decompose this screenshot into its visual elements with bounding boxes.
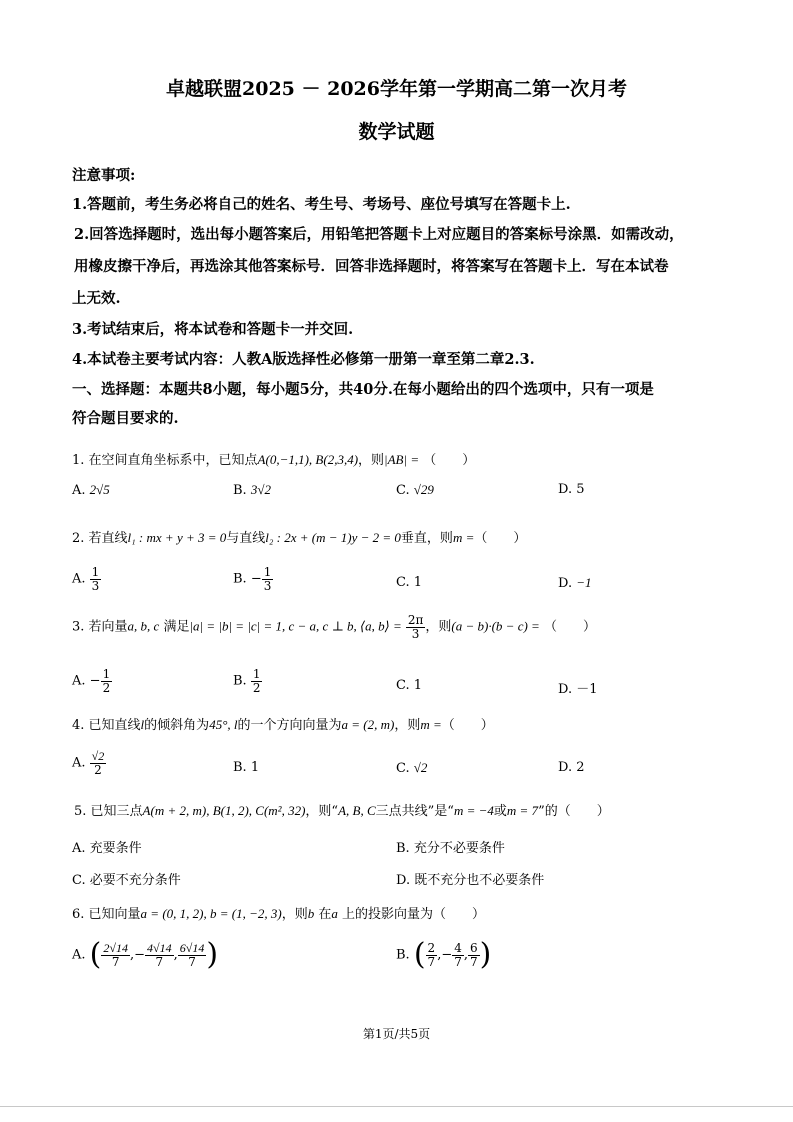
q2-option-d: D. −1 bbox=[558, 575, 592, 591]
exam-title: 卓越联盟2025 － 2026学年第一学期高二第一次月考 bbox=[166, 78, 627, 100]
q2-option-c: C. 1 bbox=[396, 575, 423, 590]
q1-option-a: A. 2√5 bbox=[72, 482, 110, 498]
notice-heading: 注意事项: bbox=[72, 167, 136, 184]
q2-line-2: l₂ : 2x + (m − 1)y − 2 = 0 bbox=[265, 530, 401, 545]
question-1 bbox=[72, 449, 475, 468]
q4-direction-vector: a = (2, m) bbox=[341, 717, 395, 732]
q3-option-b: B. $\frac{1}{2}$ bbox=[233, 667, 261, 695]
q1-option-b: B. 3√2 bbox=[233, 482, 271, 498]
section-1-line-2: 符合题目要求的. bbox=[72, 410, 179, 427]
q1-mid: ，则 bbox=[358, 453, 385, 468]
q5-option-b: B. 充分不必要条件 bbox=[396, 841, 505, 856]
q1-blank: （ ） bbox=[423, 453, 476, 468]
q3-option-c: C. 1 bbox=[396, 678, 423, 693]
q3-option-d: D. －1 bbox=[558, 682, 598, 697]
question-3: 3. 若向量a, b, c 满足|a| = |b| = |c| = 1, c − a, c ⊥ b, ⟨a, b⟩ = $\frac{2\pi}{3}$ ，则(a − b)·(b − c) = （ ） bbox=[72, 613, 596, 641]
q1-prefix: 1. 在空间直角坐标系中，已知点 bbox=[72, 453, 258, 468]
section-1-line-1: 一、选择题：本题共8小题，每小题5分，共40分.在每小题给出的四个选项中，只有一项是 bbox=[72, 381, 654, 398]
q6-option-a: A. ( $\frac{2√14}{7}$ ,− $\frac{4√14}{7}$ , $\frac{6√14}{7}$ ) bbox=[72, 937, 219, 972]
notice-item-1: 1.答题前，考生务必将自己的姓名、考生号、考场号、座位号填写在答题卡上. bbox=[72, 196, 571, 213]
notice-item-3: 3.考试结束后，将本试卷和答题卡一并交回. bbox=[72, 321, 354, 338]
notice-item-2-line-3: 上无效. bbox=[72, 290, 121, 307]
q2-line-1: l₁ : mx + y + 3 = 0 bbox=[127, 530, 227, 545]
page-bottom-divider bbox=[0, 1106, 793, 1107]
page-number: 第1页/共5页 bbox=[362, 1027, 431, 1041]
q5-points: A(m + 2, m), B(1, 2), C(m², 32) bbox=[142, 803, 306, 818]
q5-option-d: D. 既不充分也不必要条件 bbox=[396, 873, 545, 888]
q3-option-a: A. − $\frac{1}{2}$ bbox=[72, 667, 111, 695]
q2-option-a: A. $\frac{1}{3}$ bbox=[72, 565, 100, 593]
q5-option-c: C. 必要不充分条件 bbox=[72, 873, 181, 888]
q1-points: A(0,−1,1), B(2,3,4) bbox=[257, 452, 359, 467]
q4-option-a: A. $\frac{√2}{2}$ bbox=[72, 749, 105, 777]
q3-expression: (a − b)·(b − c) = bbox=[451, 618, 540, 634]
question-5: 5. 已知三点A(m + 2, m), B(1, 2), C(m², 32)，则“A, B, C三点共线”是“m = −4或m = 7”的（ ） bbox=[74, 803, 610, 819]
notice-item-4: 4.本试卷主要考试内容：人教A版选择性必修第一册第一章至第二章2.3. bbox=[72, 351, 535, 368]
question-2: 2. 若直线l₁ : mx + y + 3 = 0与直线l₂ : 2x + (m − 1)y − 2 = 0垂直，则m =（ ） bbox=[72, 530, 527, 546]
q6-option-b: B. ( $\frac{2}{7}$ ,− $\frac{4}{7}$ , $\frac{6}{7}$ ) bbox=[396, 937, 492, 972]
exam-subtitle: 数学试题 bbox=[358, 121, 435, 143]
question-4: 4. 已知直线l的倾斜角为45°, l的一个方向向量为a = (2, m)，则m =（ ） bbox=[72, 717, 494, 733]
q6-vectors: a = (0, 1, 2), b = (1, −2, 3) bbox=[140, 906, 282, 921]
q2-option-b: B. − $\frac{1}{3}$ bbox=[233, 565, 272, 593]
q4-option-b: B. 1 bbox=[233, 760, 260, 775]
q1-option-c: C. √29 bbox=[396, 482, 434, 498]
q4-option-d: D. 2 bbox=[558, 760, 585, 775]
q4-option-c: C. √2 bbox=[396, 760, 428, 776]
q1-option-d: D. 5 bbox=[558, 482, 585, 497]
q3-condition: |a| = |b| = |c| = 1, c − a, c ⊥ b, ⟨a, b⟩ = bbox=[189, 618, 402, 634]
q5-option-a: A. 充要条件 bbox=[72, 841, 142, 856]
q1-distance: |AB| = bbox=[384, 452, 420, 467]
question-6: 6. 已知向量a = (0, 1, 2), b = (1, −2, 3)，则b 在a 上的投影向量为（ ） bbox=[72, 906, 486, 922]
notice-item-2-line-1: 2.回答选择题时，选出每小题答案后，用铅笔把答题卡上对应题目的答案标号涂黑．如需改动， bbox=[74, 226, 684, 243]
notice-item-2-line-2: 用橡皮擦干净后，再选涂其他答案标号．回答非选择题时，将答案写在答题卡上．写在本试卷 bbox=[74, 258, 669, 275]
